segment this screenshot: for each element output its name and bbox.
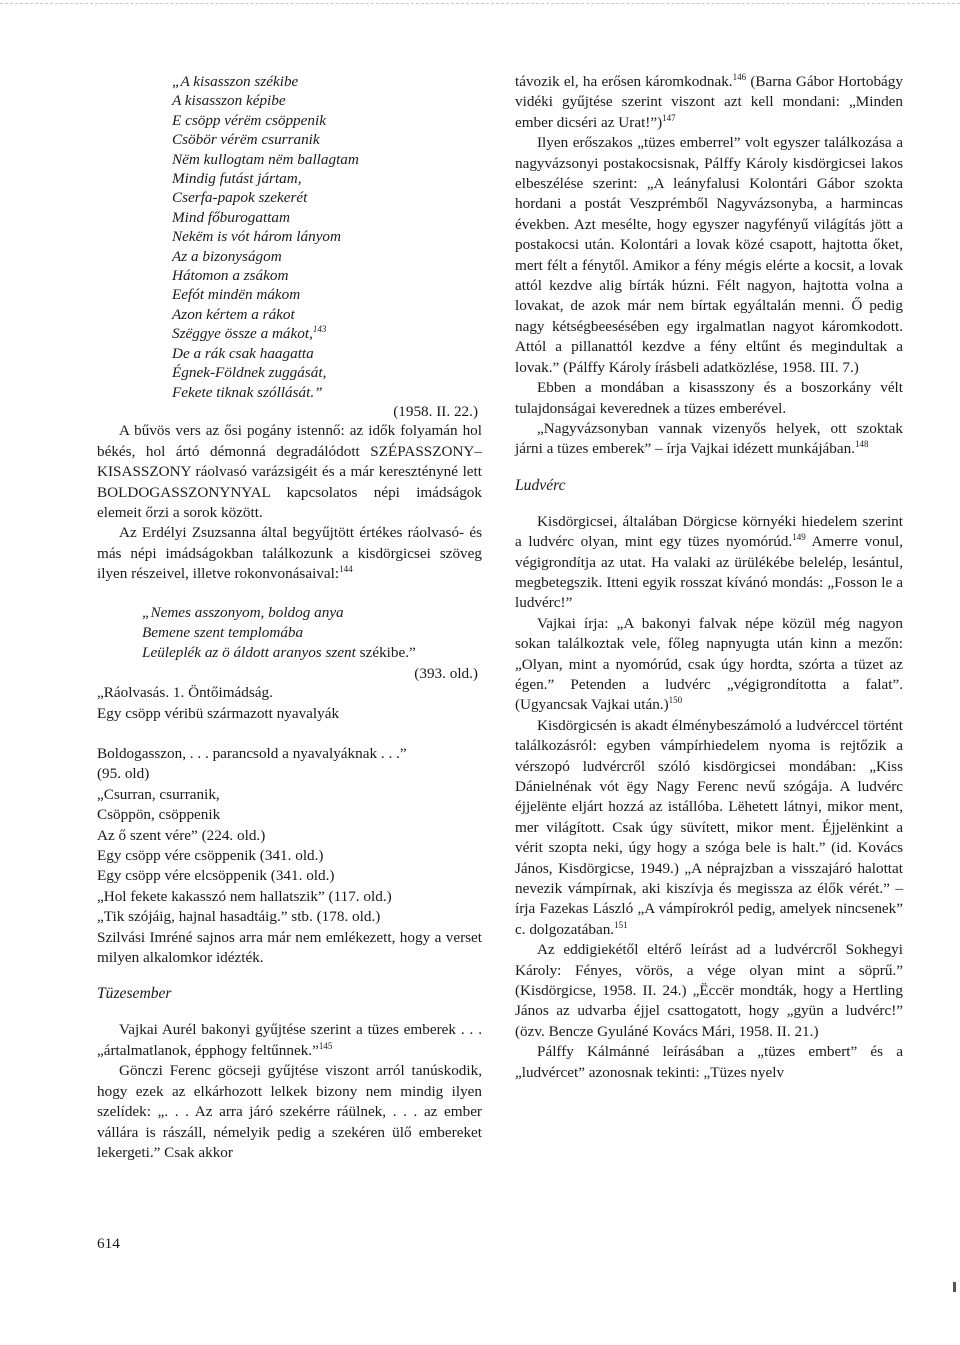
excerpt-line: Boldogasszon, . . . parancsold a nyavalyáknak . . .”: [97, 745, 407, 762]
section-heading-tuzesember: Tüzesember: [97, 985, 172, 1003]
page-number: 614: [97, 1235, 120, 1252]
paragraph: [97, 523, 482, 584]
paragraph: [515, 419, 903, 460]
poem-line: E csöpp vérëm csöppenik: [172, 111, 326, 129]
excerpt-line: „Hol fekete kakasszó nem hallatszik” (117. old.): [97, 887, 392, 905]
paragraph-text: (Barna Gábor Hortobágy vidéki gyűjtése szerint viszont azt kell mondani: „Minden ember dicséri az Urat!”): [515, 73, 903, 131]
paragraph: A bűvös vers az ősi pogány istennő: az idők folyamán hol békés, hol ártó démonná degradálódott SZÉPASSZONY–KISASSZONY ráolvasó varázsigéit és a már keresztényné lett BOLDOGASSZONYNYAL kapcsolatos népi imádságok elemeit őrzi a sorok között.: [97, 422, 482, 521]
paragraph-text: Kisdörgicsei, általában Dörgicse környéki hiedelem szerint a ludvérc olyan, mint egy tüzes nyomórúd.: [515, 512, 903, 551]
scan-artifact-line: [0, 3, 960, 6]
paragraph: [515, 716, 903, 940]
excerpt-line: (95. old): [97, 765, 150, 783]
poem-line: De a rák csak haagatta: [172, 344, 314, 362]
paragraph-text: Vajkai Aurél bakonyi gyűjtése szerint a tüzes emberek . . . „ártalmatlanok, épphogy feltűnnek.”: [97, 1021, 482, 1059]
quote-line: Bemene szent templomába: [142, 623, 304, 641]
excerpt-line: Egy csöpp véribü származott nyavalyák: [97, 704, 340, 722]
excerpt-line: Egy csöpp vére elcsöppenik (341. old.): [97, 867, 335, 885]
footnote-ref: 144: [339, 564, 353, 575]
footnote-ref: 147: [662, 112, 676, 123]
excerpt-line: Csöppön, csöppenik: [97, 806, 221, 824]
paragraph: Ebben a mondában a kisasszony és a boszorkány vélt tulajdonságai keverednek a tüzes emberével.: [515, 379, 903, 417]
excerpt-line: „Csurran, csurranik,: [97, 785, 220, 803]
paragraph: Ilyen erőszakos „tüzes emberrel” volt egyszer találkozása a nagyvázsonyi postakocsisnak, Pálffy Károly kisdörgicsei lakos elbeszélése szerint: „A leányfalusi Kolontári Gábor szokta hordani a postát Veszprémből Nagyvázsonyba, a harmincas években. Azt mesélte, hogy egyszer nagyfényű világítás jött a postakocsi után. Kolontári a lovak közé csapott, hajtotta őket, mert félt a fénytől. Amikor a fény mégis elérte a kocsit, a lovak attól kezdve alig bírták húzni. Félt nagyon, hajtotta volna a lovakat, de azok már nem bírtak egyáltalán menni. Ő pedig nagy kétségbeesésében egy irgalmatlan nagyot káromkodott. Attól a pillanattól kezdve a fény eltűnt és megindultak a lovak.” (Pálffy Károly írásbeli adatközlése, 1958. III. 7.): [515, 134, 903, 376]
paragraph-text: Vajkai írja: „A bakonyi falvak népe közül még nagyon sokan találkoztak vele, főleg napnyugta után kinn a mezőn: „Olyan, mint a nyomórúd, csak úgy hordta, szórta a tüzet az égen.” Petenden a ludvérc „végigrondította a falat”. (Ugyancsak Vajkai után.): [515, 614, 903, 714]
prayer-excerpts: [97, 683, 482, 927]
paragraph: Szilvási Imréné sajnos arra már nem emlékezett, hogy a verset milyen alkalomkor idézték.: [97, 928, 482, 967]
excerpt-line: „Ráolvasás. 1. Öntőimádság.: [97, 684, 273, 702]
footnote-ref: 145: [318, 1040, 333, 1051]
poem-line: Mindig futást jártam,: [172, 170, 302, 188]
poem-citation: (1958. II. 22.): [393, 402, 478, 420]
poem-line: Nekëm is vót három lányom: [172, 228, 341, 246]
poem-line: Az a bizonyságom: [172, 247, 282, 265]
poem-line: Nëm kullogtam nëm ballagtam: [172, 150, 359, 168]
poem-line: Hátomon a zsákom: [172, 267, 289, 285]
poem-line-text: Szëggye össze a mákot,: [172, 325, 313, 343]
paragraph: [515, 512, 903, 614]
poem-line: Eefót mindën mákom: [172, 286, 301, 304]
quoted-prayer: [142, 603, 482, 664]
footnote-ref: 143: [312, 324, 327, 335]
excerpt-line: Egy csöpp vére csöppenik (341. old.): [97, 847, 324, 865]
paragraph-text: Amerre vonul, végigrondítja az utat. Ha valaki az ürülékébe belelép, lesántul, megbetegszik. Itteni egyik rosszat kívánó mondás: „Fosson le a ludvérc!”: [515, 533, 904, 612]
paragraph: Gönczi Ferenc göcseji gyűjtése viszont arról tanúskodik, hogy ezek az elkárhozott lelkek bizony nem mindig ilyen szelídek: „. . . Az arra járó szekérre ráülnek, . . . az ember vállára is rászáll, némelyik pedig a szekéren ülő embereket lekergeti.” Csak akkor: [97, 1062, 482, 1161]
paragraph-text: Kisdörgicsén is akadt élménybeszámoló a ludvérccel történt találkozásról: egyben vámpírhiedelem nyoma is rejtőzik a vérszopó ludvércről szóló kisdörgicsei mondában: „Kiss Dánielnénak vót ëgy Nagy Ferenc nevű szógája. A ludvérc éjjelënte eljárt hozzá az istállóba. Lëhetett látnyi, mikor ment, mer világított. Csak úgy süvített, mikor ment. Éjjelënkint a vérit szopta neki, úgy hogy a szóga bele is halt.” (id. Kovács János, Kisdörgicse, 1949.) „A néprajzban a visszajáró halottat nevezik vámpírnak, aki kiszívja és megissza az élők vérét.” – írja Fazekas László „A vámpírokról pedig, amelyek nincsenek” c. dolgozatában.: [515, 716, 903, 938]
footnote-ref: 150: [668, 695, 683, 706]
poem-line: Cserfa-papok szekerét: [172, 189, 308, 207]
poem-block: [172, 72, 482, 402]
paragraph-text: távozik el, ha erősen káromkodnak.: [515, 73, 733, 90]
footnote-ref: 151: [614, 919, 628, 930]
footnote-ref: 146: [732, 71, 747, 82]
quote-line: „Nemes asszonyom, boldog anya: [142, 603, 344, 621]
quote-citation: (393. old.): [414, 664, 478, 682]
quote-line-tail: székibe.”: [355, 644, 416, 662]
excerpt-line: „Tik szójáig, hajnal hasadtáig.” stb. (178. old.): [97, 908, 381, 926]
excerpt-line: Az ő szent vére” (224. old.): [97, 826, 266, 844]
paragraph: [515, 72, 903, 133]
poem-line: „A kisasszon székibe: [172, 73, 299, 90]
paragraph-text: „Nagyvázsonyban vannak vizenyős helyek, ott szoktak járni a tüzes emberek” – írja Vajkai idézett munkájában.: [515, 419, 903, 458]
poem-line: Csöbör vérëm csurranik: [172, 131, 320, 149]
poem-line: A kisasszon képibe: [172, 92, 286, 110]
poem-line: Azon kértem a rákot: [172, 305, 295, 323]
section-heading-ludverc: Ludvérc: [515, 476, 566, 494]
quote-line: [142, 643, 482, 663]
scan-mark: [953, 1282, 956, 1292]
paragraph: Pálffy Kálmánné leírásában a „tüzes embert” és a „ludvércet” azonosnak tekinti: „Tüzes nyelv: [515, 1043, 903, 1081]
poem-line: Mind főburogattam: [172, 208, 290, 226]
paragraph: [515, 614, 903, 716]
footnote-ref: 149: [792, 532, 806, 543]
paragraph: [97, 1020, 482, 1061]
poem-line-with-footnote: [172, 324, 482, 343]
right-column: [515, 72, 903, 1083]
left-column: [97, 72, 482, 1163]
poem-line: Fekete tiknak szóllását.”: [172, 383, 323, 401]
poem-line: Égnek-Földnek zuggását,: [172, 364, 327, 382]
footnote-ref: 148: [855, 439, 869, 450]
paragraph: Az eddigiekétől eltérő leírást ad a ludvércről Sokhegyi Károly: Fényes, vörös, a vége olyan mint a söprű.” (Kisdörgicse, 1958. II. 24.) „Ëccër mondták, hogy a Hertling János az udvarba éjjel csattogatott, hogy „gyün a ludvérc!” (özv. Bencze Gyuláné Kovács Mári, 1958. II. 21.): [515, 941, 903, 1040]
paragraph-text: Az Erdélyi Zsuzsanna által begyűjtött értékes ráolvasó- és más népi imádságokban találkozunk a kisdörgicsei szöveg ilyen részeivel, illetve rokonvonásaival:: [97, 524, 482, 583]
quote-line-text: Leüleplék az ö áldott aranyos szent: [142, 644, 356, 662]
